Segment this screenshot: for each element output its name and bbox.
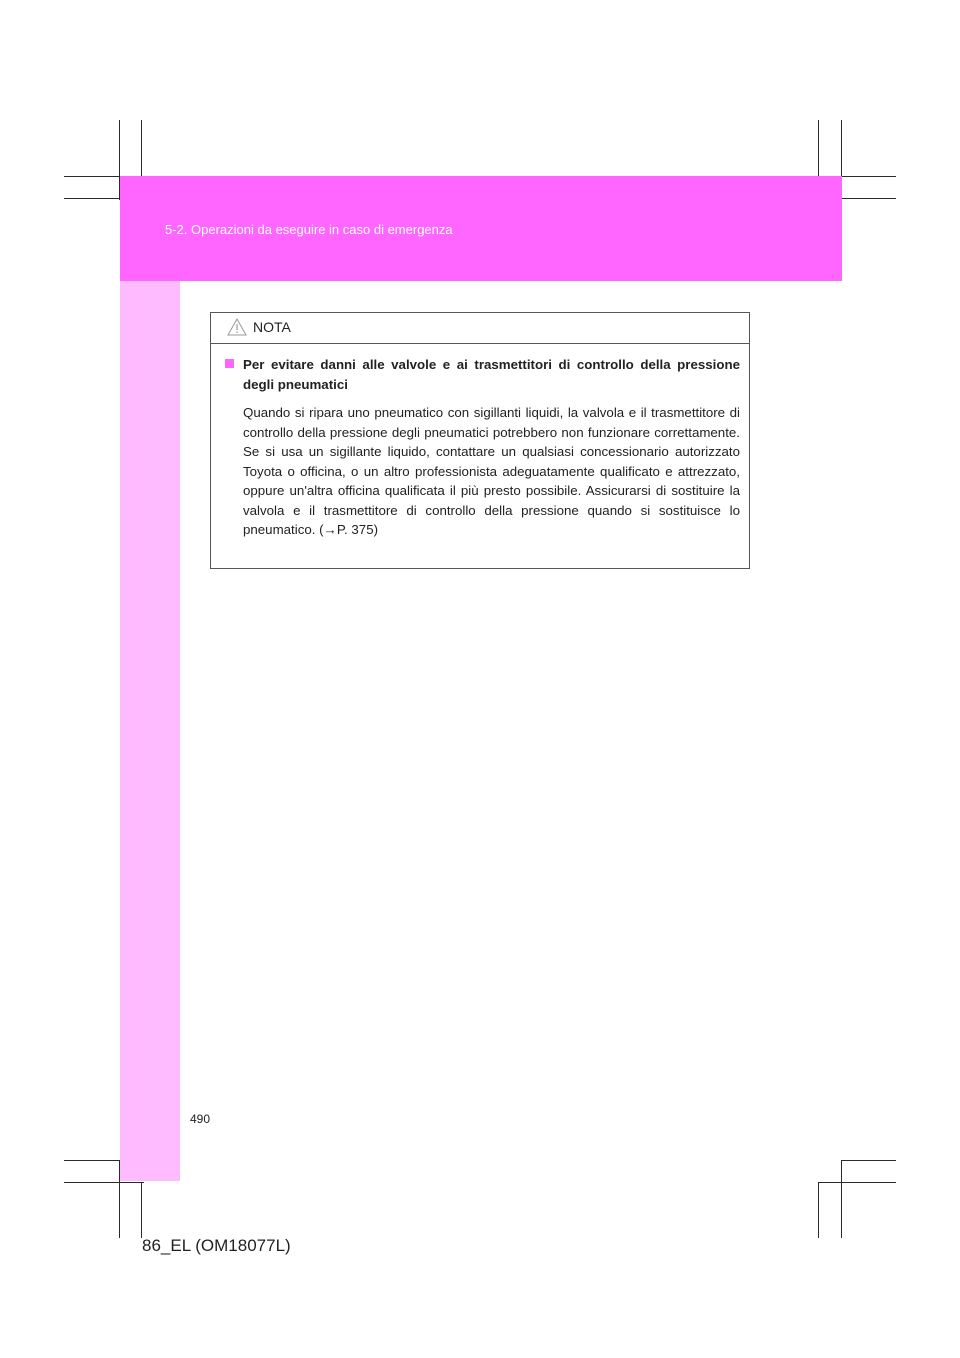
- crop-mark: [64, 198, 120, 199]
- crop-mark: [64, 1160, 120, 1161]
- footer-code: 86_EL (OM18077L): [142, 1236, 291, 1255]
- crop-mark: [841, 1160, 842, 1238]
- crop-mark: [141, 1182, 142, 1238]
- page-number: 490: [190, 1112, 211, 1126]
- notice-box: [210, 312, 750, 569]
- notice-header: [211, 313, 749, 344]
- warning-triangle-icon: [227, 318, 247, 336]
- crop-mark: [64, 1182, 144, 1183]
- notice-item-title: [225, 355, 740, 394]
- side-band: [120, 281, 180, 1181]
- crop-mark: [842, 1160, 896, 1161]
- crop-mark: [818, 120, 819, 180]
- notice-item-title-text: Per evitare danni alle valvole e ai trasmettitori di controllo della pressione degli pneumatici: [243, 357, 740, 392]
- section-title: 5-2. Operazioni da eseguire in caso di emergenza: [165, 222, 453, 237]
- crop-mark: [842, 198, 896, 199]
- notice-label: NOTA: [253, 319, 291, 335]
- crop-mark: [818, 1182, 896, 1183]
- crop-mark: [141, 120, 142, 180]
- square-bullet-icon: [225, 359, 234, 368]
- notice-body: [211, 344, 749, 540]
- notice-item-text: Quando si ripara uno pneumatico con sigillanti liquidi, la valvola e il trasmettitore di controllo della pressione degli pneumatici potrebbero non funzionare correttamente. Se si usa un sigillante liquido, contattare un qualsiasi concessionario autorizzato Toyota o officina, o un altro professionista adeguatamente qualificato e attrezzato, oppure un'altra officina qualificata il più presto possibile. Assicurarsi di sostituire la valvola e il trasmettitore di controllo della pressione quando si sostituisce lo pneumatico. (→P. 375): [243, 405, 740, 537]
- crop-mark: [818, 1182, 819, 1238]
